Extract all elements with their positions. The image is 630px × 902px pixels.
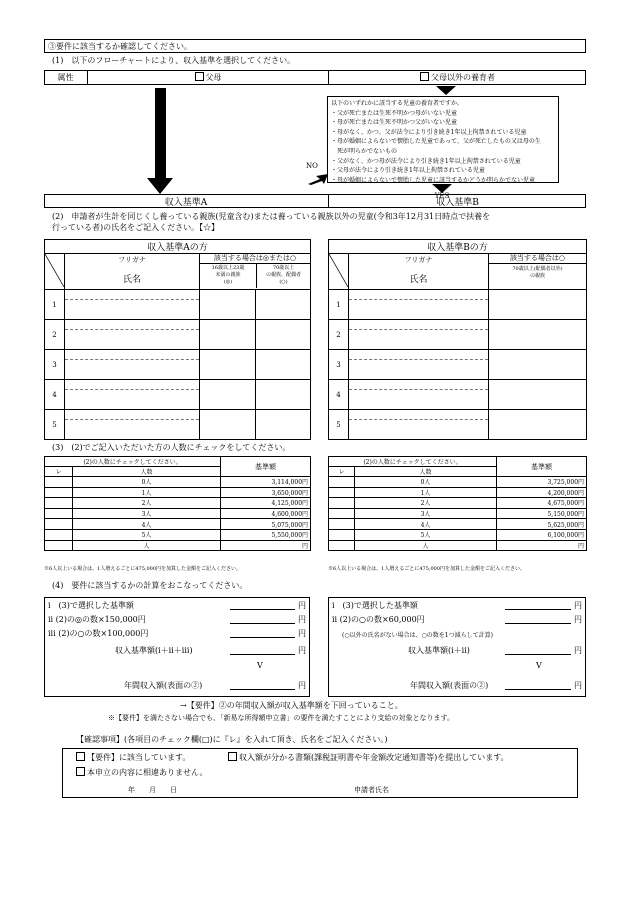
- signer-name-label: 申請者氏名: [354, 786, 389, 794]
- check-header: (2)の人数にチェックしてください。: [45, 457, 221, 467]
- applies-label: 該当する場合は○: [489, 254, 586, 264]
- section2-title-line2: 行っている者)の氏名をご記入ください。【☆】: [52, 223, 220, 232]
- col1-label: 70歳以上(配偶者以外): [512, 266, 563, 272]
- gte-symbol: V: [257, 661, 263, 670]
- table-row: 3: [45, 350, 311, 380]
- check-cell[interactable]: [329, 508, 355, 519]
- col2-label: 70歳以上: [272, 265, 295, 271]
- confirm-title: 【確認事項】(各項目のチェック欄(□)に『レ』を入れて頂き、氏名をご記入ください。): [76, 735, 388, 744]
- table-row: 4人 5,625,000円: [329, 519, 587, 530]
- table-row: 0人 3,725,000円: [329, 477, 587, 488]
- condition-item: 死が明らかでないもの: [331, 147, 398, 155]
- confirm-checkbox-1[interactable]: [76, 752, 85, 761]
- calc-a-i-label: i (3)で選択した基準額: [48, 601, 134, 610]
- calc-b-ii-label: ii (2)の○の数×60,000円: [332, 615, 425, 624]
- name-input[interactable]: [349, 330, 488, 349]
- mark-cell[interactable]: [200, 290, 256, 320]
- table-row: 1人 4,200,000円: [329, 487, 587, 498]
- table-row: 5人 6,100,000円: [329, 529, 587, 540]
- check-cell[interactable]: [45, 519, 73, 530]
- table-row: 3人 5,150,000円: [329, 508, 587, 519]
- check-header: (2)の人数にチェックしてください。: [329, 457, 497, 467]
- mark-cell[interactable]: [489, 410, 587, 440]
- condition-item: ・父がなく、かつ母が法令により引き続き1年以上拘禁されている児童: [331, 157, 521, 165]
- col1-label: 16歳以上23歳: [211, 265, 245, 271]
- table-row: 5人 5,550,000円: [45, 529, 311, 540]
- amount-table-b: [328, 456, 587, 551]
- calc-a-iii-input[interactable]: [230, 628, 295, 638]
- mark-cell[interactable]: [200, 410, 256, 440]
- furigana-label: フリガナ: [118, 256, 146, 264]
- table-row: 5: [329, 410, 587, 440]
- check-cell[interactable]: [45, 540, 73, 551]
- calc-b-annual-label: 年間収入額(表面の②): [410, 681, 489, 690]
- condition-item: ・母が死亡または生死不明かつ父がいない児童: [331, 119, 458, 127]
- table-row: 0人 3,114,000円: [45, 477, 311, 488]
- table-row: 4: [329, 380, 587, 410]
- top-note: ③要件に該当するか確認してください。: [44, 39, 586, 53]
- calc-b-i-input[interactable]: [505, 600, 571, 610]
- table-a-diagonal-cell: [45, 254, 65, 290]
- calc-a-total-input[interactable]: [230, 645, 295, 655]
- name-input[interactable]: [65, 420, 199, 439]
- condition-box: [327, 96, 559, 183]
- mark-cell[interactable]: [200, 350, 256, 380]
- name-table-a: 収入基準Aの方 フリガナ 氏名 該当する場合は◎または○ 16歳以上23歳 未満の親族 (◎) 70歳以上 の親族、配偶者 (○) 1 2 3 4 5: [44, 239, 311, 440]
- standard-b-label: 収入基準B: [436, 198, 479, 208]
- table-row: 人 円: [329, 540, 587, 551]
- furigana-input[interactable]: [349, 350, 488, 360]
- table-row: 3人 4,600,000円: [45, 508, 311, 519]
- check-col-header: レ: [45, 467, 73, 477]
- furigana-input[interactable]: [65, 350, 199, 360]
- table-row: 1人 3,650,000円: [45, 487, 311, 498]
- mark-cell[interactable]: [256, 320, 311, 350]
- check-cell[interactable]: [45, 529, 73, 540]
- date-field[interactable]: 年 月 日: [128, 786, 177, 794]
- table-row: 人 円: [45, 540, 311, 551]
- mark-cell[interactable]: [489, 350, 587, 380]
- parent-option[interactable]: 父母: [88, 72, 328, 83]
- arrow-head-a-icon: [147, 178, 173, 194]
- name-input[interactable]: [349, 420, 488, 439]
- table-b-header: 収入基準Bの方: [329, 240, 587, 254]
- name-input[interactable]: [349, 360, 488, 379]
- name-input[interactable]: [65, 390, 199, 409]
- furigana-input[interactable]: [349, 290, 488, 300]
- amount-note-b: ※6人以上いる場合は、1人増えるごとに475,000円を加算した金額をご記入ください。: [328, 566, 526, 572]
- calc-a-total-label: 収入基準額(i＋ii＋iii): [115, 646, 193, 655]
- people-header: 人数: [73, 467, 221, 477]
- arrow-down-condition-icon: [436, 86, 456, 95]
- condition-item: ・父が死亡または生死不明かつ母がいない児童: [331, 109, 458, 117]
- confirm-item-1[interactable]: 【要件】に該当しています。: [76, 752, 190, 763]
- calc-b-ii-input[interactable]: [505, 614, 571, 624]
- no-label: NO: [306, 162, 318, 170]
- table-row: 3: [329, 350, 587, 380]
- arrow-down-a-icon: [155, 88, 166, 180]
- confirm-checkbox-2[interactable]: [228, 752, 237, 761]
- table-row: 1: [45, 290, 311, 320]
- check-cell[interactable]: [329, 487, 355, 498]
- furigana-input[interactable]: [349, 380, 488, 390]
- table-row: 2人 4,675,000円: [329, 498, 587, 509]
- amount-header: 基準額: [497, 457, 587, 477]
- calc-a-annual-label: 年間収入額(表面の②): [124, 681, 203, 690]
- yes-label: YES: [434, 192, 450, 200]
- mark-cell[interactable]: [256, 410, 311, 440]
- mark-cell[interactable]: [489, 290, 587, 320]
- arrow-no-icon: [306, 172, 330, 186]
- table-row: 4: [45, 380, 311, 410]
- check-cell[interactable]: [45, 487, 73, 498]
- mark-cell[interactable]: [489, 380, 587, 410]
- standard-a-label: 収入基準A: [164, 198, 208, 208]
- check-cell[interactable]: [329, 529, 355, 540]
- calc-b-total-label: 収入基準額(i＋ii): [408, 646, 470, 655]
- furigana-label: フリガナ: [404, 256, 433, 264]
- name-label: 氏名: [122, 275, 141, 285]
- amount-note-a: ※6人以上いる場合は、1人増えるごとに475,000円を加算した金額をご記入ください。: [44, 566, 242, 572]
- section3-title: (3) (2)でご記入いただいた方の人数にチェックをしてください。: [52, 443, 291, 452]
- confirm-item-2[interactable]: 収入額が分かる書類(課税証明書や年金額改定通知書等)を提出しています。: [228, 752, 509, 763]
- table-row: 2: [329, 320, 587, 350]
- check-cell[interactable]: [329, 477, 355, 488]
- mark-cell[interactable]: [256, 290, 311, 320]
- table-row: 5: [45, 410, 311, 440]
- mark-cell[interactable]: [256, 380, 311, 410]
- calc-a-annual-input[interactable]: [230, 680, 295, 690]
- check-cell[interactable]: [329, 498, 355, 509]
- table-b-diagonal-cell: [329, 254, 349, 290]
- condition-item: ・父母が法令により引き続き1年以上拘禁されている児童: [331, 167, 485, 175]
- name-input[interactable]: [65, 300, 199, 319]
- section1-title: (1) 以下のフローチャートにより、収入基準を選択してください。: [52, 56, 296, 65]
- applies-label: 該当する場合は◎または○: [200, 254, 310, 264]
- condition-intro: 以下のいずれかに該当する児童の養育者ですか。: [331, 100, 464, 107]
- calc-a-ii-input[interactable]: [230, 614, 295, 624]
- calc-a-i-input[interactable]: [230, 600, 295, 610]
- furigana-input[interactable]: [349, 320, 488, 330]
- name-input[interactable]: [65, 330, 199, 349]
- name-table-b: 収入基準Bの方 フリガナ 氏名 該当する場合は○ 70歳以上(配偶者以外) の親族 1 2 3 4 5: [328, 239, 587, 440]
- amount-header: 基準額: [221, 457, 311, 477]
- condition-item: ・母が婚姻によらないで懐胎した児童であって、父が死亡したもの又は母の生: [331, 138, 541, 146]
- requirement-note: ※【要件】を満たさない場合でも、「新易な所得額申立書」の要件を満たすことにより支給の対象となります。: [108, 714, 454, 722]
- parent-checkbox[interactable]: [195, 72, 204, 81]
- table-row: 2: [45, 320, 311, 350]
- gte-symbol: V: [536, 661, 542, 670]
- calc-a-iii-label: iii (2)の○の数×100,000円: [48, 629, 149, 638]
- table-row: 4人 5,075,000円: [45, 519, 311, 530]
- furigana-input[interactable]: [65, 380, 199, 390]
- furigana-input[interactable]: [65, 290, 199, 300]
- calc-b-i-label: i (3)で選択した基準額: [332, 601, 418, 610]
- furigana-input[interactable]: [65, 320, 199, 330]
- people-header: 人数: [355, 467, 497, 477]
- mark-cell[interactable]: [256, 350, 311, 380]
- check-cell[interactable]: [45, 477, 73, 488]
- name-label: 氏名: [409, 275, 428, 285]
- calc-b-total-input[interactable]: [505, 645, 571, 655]
- name-input[interactable]: [349, 300, 488, 319]
- section2-title-line1: (2) 申請者が生計を同じくし養っている親族(児童含む)または養っている親族以外の児童(令和3年12月31日時点で扶養を: [52, 212, 491, 221]
- check-cell[interactable]: [45, 508, 73, 519]
- name-input[interactable]: [349, 390, 488, 409]
- confirm-item-3[interactable]: 本申立の内容に相違ありません。: [76, 767, 207, 778]
- confirm-checkbox-3[interactable]: [76, 767, 85, 776]
- check-cell[interactable]: [329, 519, 355, 530]
- signer-name-input[interactable]: [400, 784, 570, 794]
- amount-table-a: [44, 456, 311, 551]
- table-row: 1: [329, 290, 587, 320]
- check-cell[interactable]: [329, 540, 355, 551]
- table-a-header: 収入基準Aの方: [45, 240, 311, 254]
- attribute-label: 属性: [57, 73, 74, 82]
- calc-b-note: (○以外の氏名がない場合は、○の数を1つ減らして計算): [342, 632, 493, 639]
- requirement-line: →【要件】②の年間収入額が収入基準額を下回っていること。: [180, 701, 403, 710]
- furigana-input[interactable]: [65, 410, 199, 420]
- calc-b-annual-input[interactable]: [505, 680, 571, 690]
- calc-a-ii-label: ii (2)の◎の数×150,000円: [48, 615, 146, 624]
- mark-cell[interactable]: [200, 320, 256, 350]
- check-cell[interactable]: [45, 498, 73, 509]
- check-col-header: レ: [329, 467, 355, 477]
- table-row: 2人 4,125,000円: [45, 498, 311, 509]
- other-caregiver-checkbox[interactable]: [420, 72, 429, 81]
- condition-item: ・母が婚姻によらないで懐胎した児童に該当するかどうか明らかでない児童: [331, 176, 536, 184]
- name-input[interactable]: [65, 360, 199, 379]
- mark-cell[interactable]: [489, 320, 587, 350]
- mark-cell[interactable]: [200, 380, 256, 410]
- other-caregiver-option[interactable]: 父母以外の養育者: [329, 72, 586, 83]
- condition-item: ・母がなく、かつ、父が法令により引き続き1年以上拘禁されている児童: [331, 128, 527, 136]
- furigana-input[interactable]: [349, 410, 488, 420]
- section4-title: (4) 要件に該当するかの計算をおこなってください。: [52, 581, 248, 590]
